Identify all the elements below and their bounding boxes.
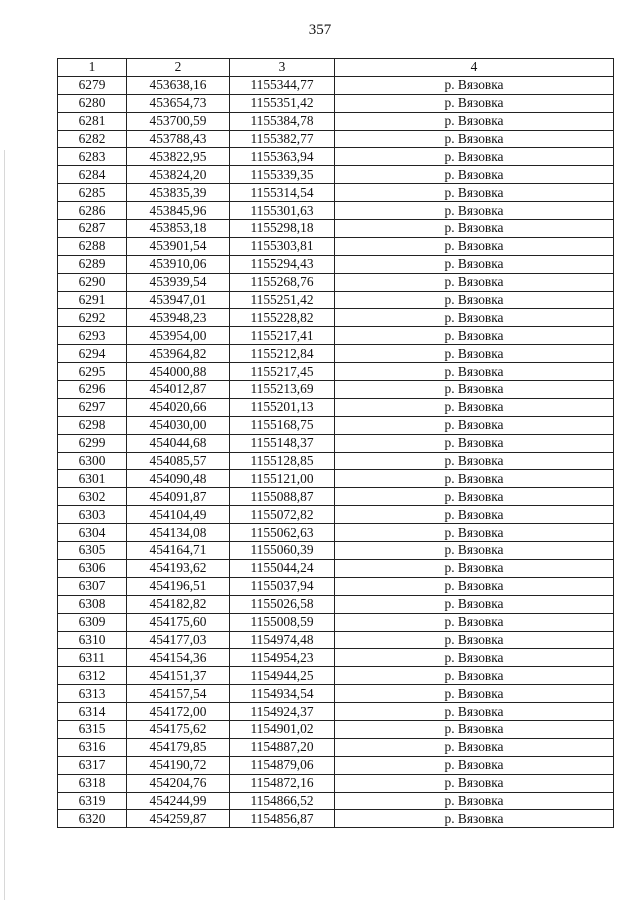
description-cell: р. Вязовка — [335, 255, 614, 273]
y-coordinate-cell: 1155217,45 — [230, 363, 335, 381]
point-number-cell: 6286 — [58, 202, 127, 220]
point-number-cell: 6297 — [58, 398, 127, 416]
table-row — [58, 470, 614, 488]
x-coordinate-cell: 453939,54 — [127, 273, 230, 291]
point-number-cell: 6320 — [58, 810, 127, 828]
description-cell: р. Вязовка — [335, 452, 614, 470]
point-number-cell: 6295 — [58, 363, 127, 381]
x-coordinate-cell: 454204,76 — [127, 774, 230, 792]
point-number-cell: 6292 — [58, 309, 127, 327]
point-number-cell: 6279 — [58, 76, 127, 94]
y-coordinate-cell: 1155088,87 — [230, 488, 335, 506]
description-cell: р. Вязовка — [335, 470, 614, 488]
y-coordinate-cell: 1155298,18 — [230, 220, 335, 238]
y-coordinate-cell: 1155121,00 — [230, 470, 335, 488]
x-coordinate-cell: 454182,82 — [127, 595, 230, 613]
point-number-cell: 6315 — [58, 720, 127, 738]
x-coordinate-cell: 454193,62 — [127, 559, 230, 577]
table-row — [58, 363, 614, 381]
x-coordinate-cell: 454091,87 — [127, 488, 230, 506]
x-coordinate-cell: 454157,54 — [127, 685, 230, 703]
y-coordinate-cell: 1155268,76 — [230, 273, 335, 291]
table-row — [58, 703, 614, 721]
y-coordinate-cell: 1154974,48 — [230, 631, 335, 649]
y-coordinate-cell: 1155213,69 — [230, 381, 335, 399]
table-row — [58, 524, 614, 542]
y-coordinate-cell: 1155228,82 — [230, 309, 335, 327]
x-coordinate-cell: 454164,71 — [127, 542, 230, 560]
description-cell: р. Вязовка — [335, 130, 614, 148]
y-coordinate-cell: 1154954,23 — [230, 649, 335, 667]
description-cell: р. Вязовка — [335, 774, 614, 792]
description-cell: р. Вязовка — [335, 94, 614, 112]
y-coordinate-cell: 1154879,06 — [230, 756, 335, 774]
page-number: 357 — [308, 22, 332, 38]
table-row — [58, 345, 614, 363]
table-header-row — [58, 59, 614, 77]
y-coordinate-cell: 1154872,16 — [230, 774, 335, 792]
description-cell: р. Вязовка — [335, 559, 614, 577]
x-coordinate-cell: 454179,85 — [127, 738, 230, 756]
description-cell: р. Вязовка — [335, 685, 614, 703]
y-coordinate-cell: 1155148,37 — [230, 434, 335, 452]
description-cell: р. Вязовка — [335, 345, 614, 363]
description-cell: р. Вязовка — [335, 112, 614, 130]
table-row — [58, 148, 614, 166]
point-number-cell: 6281 — [58, 112, 127, 130]
point-number-cell: 6287 — [58, 220, 127, 238]
description-cell: р. Вязовка — [335, 810, 614, 828]
column-header-2: 2 — [127, 59, 230, 77]
y-coordinate-cell: 1155294,43 — [230, 255, 335, 273]
y-coordinate-cell: 1155301,63 — [230, 202, 335, 220]
point-number-cell: 6310 — [58, 631, 127, 649]
point-number-cell: 6311 — [58, 649, 127, 667]
table-row — [58, 166, 614, 184]
description-cell: р. Вязовка — [335, 631, 614, 649]
point-number-cell: 6298 — [58, 416, 127, 434]
description-cell: р. Вязовка — [335, 542, 614, 560]
description-cell: р. Вязовка — [335, 434, 614, 452]
y-coordinate-cell: 1155062,63 — [230, 524, 335, 542]
table-row — [58, 309, 614, 327]
x-coordinate-cell: 454020,66 — [127, 398, 230, 416]
x-coordinate-cell: 454012,87 — [127, 381, 230, 399]
point-number-cell: 6304 — [58, 524, 127, 542]
y-coordinate-cell: 1155351,42 — [230, 94, 335, 112]
x-coordinate-cell: 453638,16 — [127, 76, 230, 94]
description-cell: р. Вязовка — [335, 667, 614, 685]
y-coordinate-cell: 1155363,94 — [230, 148, 335, 166]
x-coordinate-cell: 454134,08 — [127, 524, 230, 542]
point-number-cell: 6305 — [58, 542, 127, 560]
description-cell: р. Вязовка — [335, 595, 614, 613]
y-coordinate-cell: 1155344,77 — [230, 76, 335, 94]
table-row — [58, 255, 614, 273]
description-cell: р. Вязовка — [335, 398, 614, 416]
point-number-cell: 6290 — [58, 273, 127, 291]
table-row — [58, 434, 614, 452]
y-coordinate-cell: 1154901,02 — [230, 720, 335, 738]
point-number-cell: 6308 — [58, 595, 127, 613]
x-coordinate-cell: 453853,18 — [127, 220, 230, 238]
page-edge-line — [4, 150, 5, 900]
point-number-cell: 6299 — [58, 434, 127, 452]
x-coordinate-cell: 454154,36 — [127, 649, 230, 667]
x-coordinate-cell: 454196,51 — [127, 577, 230, 595]
table-row — [58, 792, 614, 810]
y-coordinate-cell: 1154887,20 — [230, 738, 335, 756]
point-number-cell: 6302 — [58, 488, 127, 506]
table-row — [58, 720, 614, 738]
x-coordinate-cell: 454044,68 — [127, 434, 230, 452]
table-row — [58, 202, 614, 220]
description-cell: р. Вязовка — [335, 649, 614, 667]
point-number-cell: 6316 — [58, 738, 127, 756]
table-row — [58, 130, 614, 148]
point-number-cell: 6282 — [58, 130, 127, 148]
table-row — [58, 112, 614, 130]
y-coordinate-cell: 1154856,87 — [230, 810, 335, 828]
x-coordinate-cell: 453824,20 — [127, 166, 230, 184]
description-cell: р. Вязовка — [335, 327, 614, 345]
point-number-cell: 6306 — [58, 559, 127, 577]
point-number-cell: 6280 — [58, 94, 127, 112]
table-row — [58, 506, 614, 524]
table-row — [58, 667, 614, 685]
description-cell: р. Вязовка — [335, 524, 614, 542]
x-coordinate-cell: 454259,87 — [127, 810, 230, 828]
x-coordinate-cell: 454104,49 — [127, 506, 230, 524]
y-coordinate-cell: 1154934,54 — [230, 685, 335, 703]
x-coordinate-cell: 453788,43 — [127, 130, 230, 148]
description-cell: р. Вязовка — [335, 202, 614, 220]
y-coordinate-cell: 1155339,35 — [230, 166, 335, 184]
point-number-cell: 6284 — [58, 166, 127, 184]
x-coordinate-cell: 453947,01 — [127, 291, 230, 309]
column-header-4: 4 — [335, 59, 614, 77]
y-coordinate-cell: 1155026,58 — [230, 595, 335, 613]
point-number-cell: 6300 — [58, 452, 127, 470]
x-coordinate-cell: 453700,59 — [127, 112, 230, 130]
point-number-cell: 6301 — [58, 470, 127, 488]
description-cell: р. Вязовка — [335, 720, 614, 738]
description-cell: р. Вязовка — [335, 76, 614, 94]
y-coordinate-cell: 1154924,37 — [230, 703, 335, 721]
table-row — [58, 416, 614, 434]
y-coordinate-cell: 1155168,75 — [230, 416, 335, 434]
description-cell: р. Вязовка — [335, 381, 614, 399]
point-number-cell: 6294 — [58, 345, 127, 363]
description-cell: р. Вязовка — [335, 416, 614, 434]
point-number-cell: 6317 — [58, 756, 127, 774]
x-coordinate-cell: 454030,00 — [127, 416, 230, 434]
table-body — [58, 76, 614, 827]
x-coordinate-cell: 454000,88 — [127, 363, 230, 381]
y-coordinate-cell: 1155212,84 — [230, 345, 335, 363]
x-coordinate-cell: 454175,62 — [127, 720, 230, 738]
description-cell: р. Вязовка — [335, 184, 614, 202]
table-row — [58, 738, 614, 756]
table-row — [58, 595, 614, 613]
x-coordinate-cell: 453901,54 — [127, 237, 230, 255]
x-coordinate-cell: 454177,03 — [127, 631, 230, 649]
description-cell: р. Вязовка — [335, 291, 614, 309]
y-coordinate-cell: 1155072,82 — [230, 506, 335, 524]
x-coordinate-cell: 453954,00 — [127, 327, 230, 345]
y-coordinate-cell: 1154866,52 — [230, 792, 335, 810]
point-number-cell: 6285 — [58, 184, 127, 202]
description-cell: р. Вязовка — [335, 577, 614, 595]
x-coordinate-cell: 453835,39 — [127, 184, 230, 202]
y-coordinate-cell: 1154944,25 — [230, 667, 335, 685]
table-row — [58, 577, 614, 595]
x-coordinate-cell: 454172,00 — [127, 703, 230, 721]
column-header-3: 3 — [230, 59, 335, 77]
table-row — [58, 452, 614, 470]
x-coordinate-cell: 454085,57 — [127, 452, 230, 470]
y-coordinate-cell: 1155384,78 — [230, 112, 335, 130]
point-number-cell: 6313 — [58, 685, 127, 703]
table-row — [58, 649, 614, 667]
description-cell: р. Вязовка — [335, 273, 614, 291]
x-coordinate-cell: 453964,82 — [127, 345, 230, 363]
x-coordinate-cell: 453654,73 — [127, 94, 230, 112]
y-coordinate-cell: 1155303,81 — [230, 237, 335, 255]
y-coordinate-cell: 1155008,59 — [230, 613, 335, 631]
table-row — [58, 685, 614, 703]
table-row — [58, 327, 614, 345]
point-number-cell: 6314 — [58, 703, 127, 721]
description-cell: р. Вязовка — [335, 506, 614, 524]
point-number-cell: 6289 — [58, 255, 127, 273]
y-coordinate-cell: 1155060,39 — [230, 542, 335, 560]
y-coordinate-cell: 1155044,24 — [230, 559, 335, 577]
point-number-cell: 6288 — [58, 237, 127, 255]
point-number-cell: 6312 — [58, 667, 127, 685]
x-coordinate-cell: 454090,48 — [127, 470, 230, 488]
description-cell: р. Вязовка — [335, 738, 614, 756]
table-row — [58, 94, 614, 112]
description-cell: р. Вязовка — [335, 363, 614, 381]
point-number-cell: 6283 — [58, 148, 127, 166]
y-coordinate-cell: 1155382,77 — [230, 130, 335, 148]
table-row — [58, 613, 614, 631]
coordinates-table — [57, 58, 614, 828]
x-coordinate-cell: 454151,37 — [127, 667, 230, 685]
x-coordinate-cell: 453845,96 — [127, 202, 230, 220]
table-row — [58, 220, 614, 238]
table-row — [58, 774, 614, 792]
table-row — [58, 398, 614, 416]
table-row — [58, 542, 614, 560]
table-row — [58, 184, 614, 202]
x-coordinate-cell: 454190,72 — [127, 756, 230, 774]
table-row — [58, 291, 614, 309]
y-coordinate-cell: 1155314,54 — [230, 184, 335, 202]
table-row — [58, 559, 614, 577]
y-coordinate-cell: 1155128,85 — [230, 452, 335, 470]
y-coordinate-cell: 1155201,13 — [230, 398, 335, 416]
column-header-1: 1 — [58, 59, 127, 77]
table-row — [58, 381, 614, 399]
description-cell: р. Вязовка — [335, 613, 614, 631]
description-cell: р. Вязовка — [335, 792, 614, 810]
point-number-cell: 6293 — [58, 327, 127, 345]
point-number-cell: 6309 — [58, 613, 127, 631]
table-row — [58, 76, 614, 94]
y-coordinate-cell: 1155037,94 — [230, 577, 335, 595]
table-row — [58, 237, 614, 255]
table-row — [58, 273, 614, 291]
description-cell: р. Вязовка — [335, 220, 614, 238]
description-cell: р. Вязовка — [335, 148, 614, 166]
x-coordinate-cell: 454175,60 — [127, 613, 230, 631]
y-coordinate-cell: 1155217,41 — [230, 327, 335, 345]
description-cell: р. Вязовка — [335, 488, 614, 506]
point-number-cell: 6291 — [58, 291, 127, 309]
point-number-cell: 6296 — [58, 381, 127, 399]
x-coordinate-cell: 453910,06 — [127, 255, 230, 273]
point-number-cell: 6319 — [58, 792, 127, 810]
description-cell: р. Вязовка — [335, 756, 614, 774]
x-coordinate-cell: 454244,99 — [127, 792, 230, 810]
point-number-cell: 6307 — [58, 577, 127, 595]
table-row — [58, 488, 614, 506]
x-coordinate-cell: 453822,95 — [127, 148, 230, 166]
x-coordinate-cell: 453948,23 — [127, 309, 230, 327]
table-row — [58, 810, 614, 828]
table-row — [58, 631, 614, 649]
description-cell: р. Вязовка — [335, 237, 614, 255]
description-cell: р. Вязовка — [335, 703, 614, 721]
point-number-cell: 6303 — [58, 506, 127, 524]
description-cell: р. Вязовка — [335, 309, 614, 327]
y-coordinate-cell: 1155251,42 — [230, 291, 335, 309]
point-number-cell: 6318 — [58, 774, 127, 792]
table-row — [58, 756, 614, 774]
description-cell: р. Вязовка — [335, 166, 614, 184]
